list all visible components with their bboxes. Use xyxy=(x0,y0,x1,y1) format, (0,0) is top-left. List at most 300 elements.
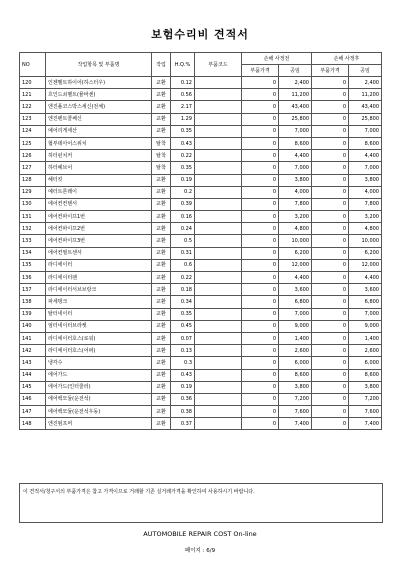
row-before-labor-cell: 7,000 xyxy=(279,162,312,174)
row-work-cell: 교환 xyxy=(152,247,171,259)
table-row xyxy=(20,211,382,223)
row-no-cell: 139 xyxy=(20,308,46,320)
row-no-cell: 146 xyxy=(20,393,46,405)
row-after-labor-cell: 4,400 xyxy=(349,150,382,162)
row-code-cell xyxy=(195,357,242,369)
table-row xyxy=(20,345,382,357)
table-row xyxy=(20,101,382,113)
row-code-cell xyxy=(195,223,242,235)
row-name-cell: 에어가드(인터쿨러) xyxy=(46,381,152,393)
row-before-labor-cell: 7,000 xyxy=(279,125,312,137)
row-before-part-price-cell: 0 xyxy=(242,247,279,259)
row-before-labor-cell: 7,400 xyxy=(279,418,312,430)
row-code-cell xyxy=(195,296,242,308)
row-name-cell: 에어컨파이프2번 xyxy=(46,223,152,235)
estimate-table xyxy=(19,52,382,430)
estimate-table-body xyxy=(20,77,382,430)
row-no-cell: 141 xyxy=(20,332,46,344)
row-after-part-price-cell: 0 xyxy=(312,418,349,430)
row-after-part-price-cell: 0 xyxy=(312,186,349,198)
row-after-labor-cell: 2,600 xyxy=(349,345,382,357)
row-hq-cell: 0.2 xyxy=(171,186,195,198)
row-before-part-price-cell: 0 xyxy=(242,332,279,344)
row-code-cell xyxy=(195,308,242,320)
row-after-part-price-cell: 0 xyxy=(312,393,349,405)
row-after-labor-cell: 6,800 xyxy=(349,296,382,308)
row-before-part-price-cell: 0 xyxy=(242,125,279,137)
row-before-labor-cell: 1,400 xyxy=(279,332,312,344)
row-before-part-price-cell: 0 xyxy=(242,174,279,186)
row-after-part-price-cell: 0 xyxy=(312,320,349,332)
row-hq-cell: 0.12 xyxy=(171,77,195,89)
row-work-cell: 탈착 xyxy=(152,150,171,162)
row-work-cell: 교환 xyxy=(152,259,171,271)
table-row xyxy=(20,174,382,186)
row-before-labor-cell: 7,200 xyxy=(279,393,312,405)
row-name-cell: 에어컨파이프3번 xyxy=(46,235,152,247)
row-name-cell: 예터트론레이 xyxy=(46,186,152,198)
row-before-part-price-cell: 0 xyxy=(242,406,279,418)
row-name-cell: 에어백모듈(운전석) xyxy=(46,393,152,405)
row-before-part-price-cell: 0 xyxy=(242,101,279,113)
row-before-part-price-cell: 0 xyxy=(242,235,279,247)
table-row xyxy=(20,89,382,101)
row-code-cell xyxy=(195,211,242,223)
row-no-cell: 133 xyxy=(20,235,46,247)
row-before-part-price-cell: 0 xyxy=(242,381,279,393)
row-after-labor-cell: 8,600 xyxy=(349,369,382,381)
col-header-before-part-price: 부품가격 xyxy=(242,65,279,77)
row-work-cell: 교환 xyxy=(152,320,171,332)
row-name-cell: 라디에이터팬 xyxy=(46,272,152,284)
row-before-labor-cell: 8,600 xyxy=(279,137,312,149)
table-row xyxy=(20,418,382,430)
row-work-cell: 교환 xyxy=(152,357,171,369)
row-code-cell xyxy=(195,174,242,186)
row-after-part-price-cell: 0 xyxy=(312,406,349,418)
row-after-labor-cell: 43,400 xyxy=(349,101,382,113)
row-name-cell: 흐인드쇠벨트(뮬바센) xyxy=(46,89,152,101)
row-no-cell: 148 xyxy=(20,418,46,430)
row-after-part-price-cell: 0 xyxy=(312,223,349,235)
row-after-part-price-cell: 0 xyxy=(312,77,349,89)
row-before-labor-cell: 7,000 xyxy=(279,308,312,320)
row-name-cell: 에어가드 xyxy=(46,369,152,381)
row-before-part-price-cell: 0 xyxy=(242,369,279,381)
row-no-cell: 137 xyxy=(20,284,46,296)
table-row xyxy=(20,381,382,393)
row-name-cell: 라디에이터 xyxy=(46,259,152,271)
row-no-cell: 130 xyxy=(20,198,46,210)
row-before-part-price-cell: 0 xyxy=(242,272,279,284)
row-work-cell: 교환 xyxy=(152,369,171,381)
row-after-labor-cell: 11,200 xyxy=(349,89,382,101)
row-work-cell: 교환 xyxy=(152,223,171,235)
row-after-labor-cell: 3,200 xyxy=(349,211,382,223)
row-after-labor-cell: 6,000 xyxy=(349,357,382,369)
row-after-labor-cell: 4,400 xyxy=(349,272,382,284)
row-hq-cell: 0.35 xyxy=(171,308,195,320)
table-row xyxy=(20,406,382,418)
row-work-cell: 교환 xyxy=(152,235,171,247)
row-after-labor-cell: 7,200 xyxy=(349,393,382,405)
row-before-labor-cell: 11,200 xyxy=(279,89,312,101)
row-before-part-price-cell: 0 xyxy=(242,393,279,405)
row-before-part-price-cell: 0 xyxy=(242,296,279,308)
row-name-cell: 라디에이터호스(어퍼) xyxy=(46,345,152,357)
row-after-part-price-cell: 0 xyxy=(312,211,349,223)
col-header-hq: H.Q.% xyxy=(171,53,195,77)
row-name-cell: 탈터네이터 xyxy=(46,308,152,320)
row-hq-cell: 0.43 xyxy=(171,369,195,381)
table-row xyxy=(20,284,382,296)
row-after-labor-cell: 1,400 xyxy=(349,332,382,344)
table-row xyxy=(20,223,382,235)
row-after-labor-cell: 12,000 xyxy=(349,259,382,271)
row-after-labor-cell: 8,600 xyxy=(349,137,382,149)
row-hq-cell: 0.19 xyxy=(171,174,195,186)
row-after-labor-cell: 25,800 xyxy=(349,113,382,125)
row-hq-cell: 0.16 xyxy=(171,211,195,223)
row-before-labor-cell: 3,600 xyxy=(279,284,312,296)
row-after-labor-cell: 4,000 xyxy=(349,186,382,198)
row-code-cell xyxy=(195,113,242,125)
row-before-labor-cell: 25,800 xyxy=(279,113,312,125)
row-name-cell: 라디에이터서브브랑크 xyxy=(46,284,152,296)
row-work-cell: 교환 xyxy=(152,308,171,320)
row-hq-cell: 0.19 xyxy=(171,381,195,393)
row-no-cell: 127 xyxy=(20,162,46,174)
row-code-cell xyxy=(195,320,242,332)
row-hq-cell: 0.22 xyxy=(171,150,195,162)
row-hq-cell: 0.22 xyxy=(171,272,195,284)
row-work-cell: 교환 xyxy=(152,418,171,430)
row-before-labor-cell: 7,800 xyxy=(279,198,312,210)
row-code-cell xyxy=(195,137,242,149)
row-hq-cell: 1.29 xyxy=(171,113,195,125)
row-name-cell: 파세탱크 xyxy=(46,296,152,308)
row-no-cell: 123 xyxy=(20,113,46,125)
row-before-part-price-cell: 0 xyxy=(242,89,279,101)
row-after-labor-cell: 3,800 xyxy=(349,381,382,393)
row-after-part-price-cell: 0 xyxy=(312,308,349,320)
row-before-part-price-cell: 0 xyxy=(242,186,279,198)
row-before-labor-cell: 4,800 xyxy=(279,223,312,235)
header-row-1 xyxy=(20,53,382,65)
row-no-cell: 140 xyxy=(20,320,46,332)
row-hq-cell: 0.24 xyxy=(171,223,195,235)
row-hq-cell: 0.45 xyxy=(171,320,195,332)
row-after-labor-cell: 2,400 xyxy=(349,77,382,89)
row-no-cell: 136 xyxy=(20,272,46,284)
table-row xyxy=(20,137,382,149)
row-after-labor-cell: 6,200 xyxy=(349,247,382,259)
row-hq-cell: 0.38 xyxy=(171,406,195,418)
row-after-part-price-cell: 0 xyxy=(312,113,349,125)
row-after-part-price-cell: 0 xyxy=(312,247,349,259)
row-code-cell xyxy=(195,247,242,259)
row-before-part-price-cell: 0 xyxy=(242,211,279,223)
row-no-cell: 143 xyxy=(20,357,46,369)
row-work-cell: 교환 xyxy=(152,406,171,418)
row-before-part-price-cell: 0 xyxy=(242,357,279,369)
row-hq-cell: 0.31 xyxy=(171,247,195,259)
row-no-cell: 131 xyxy=(20,211,46,223)
row-no-cell: 145 xyxy=(20,381,46,393)
row-before-labor-cell: 9,000 xyxy=(279,320,312,332)
row-before-part-price-cell: 0 xyxy=(242,113,279,125)
col-header-work: 작업 xyxy=(152,53,171,77)
table-row xyxy=(20,259,382,271)
row-before-labor-cell: 12,000 xyxy=(279,259,312,271)
row-no-cell: 138 xyxy=(20,296,46,308)
row-after-part-price-cell: 0 xyxy=(312,284,349,296)
row-hq-cell: 0.07 xyxy=(171,332,195,344)
row-code-cell xyxy=(195,150,242,162)
row-before-labor-cell: 3,800 xyxy=(279,174,312,186)
row-after-part-price-cell: 0 xyxy=(312,272,349,284)
row-after-part-price-cell: 0 xyxy=(312,125,349,137)
row-work-cell: 교환 xyxy=(152,332,171,344)
row-work-cell: 교환 xyxy=(152,284,171,296)
table-row xyxy=(20,332,382,344)
row-hq-cell: 0.6 xyxy=(171,259,195,271)
row-code-cell xyxy=(195,125,242,137)
col-header-after-labor: 공임 xyxy=(349,65,382,77)
row-work-cell: 교환 xyxy=(152,77,171,89)
row-no-cell: 132 xyxy=(20,223,46,235)
row-after-labor-cell: 3,600 xyxy=(349,284,382,296)
footer-text: AUTOMOBILE REPAIR COST On-line xyxy=(143,530,257,538)
row-after-part-price-cell: 0 xyxy=(312,357,349,369)
row-before-labor-cell: 4,000 xyxy=(279,186,312,198)
row-after-part-price-cell: 0 xyxy=(312,332,349,344)
row-after-part-price-cell: 0 xyxy=(312,137,349,149)
row-hq-cell: 0.18 xyxy=(171,284,195,296)
row-before-part-price-cell: 0 xyxy=(242,418,279,430)
row-name-cell: 냉각수 xyxy=(46,357,152,369)
row-name-cell: 허터펀치커 xyxy=(46,150,152,162)
row-code-cell xyxy=(195,332,242,344)
row-before-labor-cell: 6,200 xyxy=(279,247,312,259)
row-no-cell: 122 xyxy=(20,101,46,113)
row-before-labor-cell: 4,400 xyxy=(279,150,312,162)
row-after-part-price-cell: 0 xyxy=(312,345,349,357)
row-after-part-price-cell: 0 xyxy=(312,259,349,271)
row-no-cell: 129 xyxy=(20,186,46,198)
row-after-labor-cell: 4,800 xyxy=(349,223,382,235)
row-work-cell: 교환 xyxy=(152,198,171,210)
row-hq-cell: 2.17 xyxy=(171,101,195,113)
col-header-no: NO xyxy=(20,53,46,77)
row-after-part-price-cell: 0 xyxy=(312,296,349,308)
row-hq-cell: 0.37 xyxy=(171,418,195,430)
row-hq-cell: 0.35 xyxy=(171,125,195,137)
row-name-cell: 헤터킷 xyxy=(46,174,152,186)
table-row xyxy=(20,198,382,210)
row-name-cell: 에어컨파이프1번 xyxy=(46,211,152,223)
table-row xyxy=(20,77,382,89)
row-code-cell xyxy=(195,259,242,271)
row-after-labor-cell: 7,600 xyxy=(349,406,382,418)
row-before-part-price-cell: 0 xyxy=(242,223,279,235)
row-before-labor-cell: 10,000 xyxy=(279,235,312,247)
table-row xyxy=(20,357,382,369)
row-before-part-price-cell: 0 xyxy=(242,162,279,174)
row-before-labor-cell: 43,400 xyxy=(279,101,312,113)
row-before-part-price-cell: 0 xyxy=(242,320,279,332)
row-name-cell: 엔진폴코스박스세신(전체) xyxy=(46,101,152,113)
row-no-cell: 125 xyxy=(20,137,46,149)
col-header-before-labor: 공임 xyxy=(279,65,312,77)
table-row xyxy=(20,393,382,405)
row-after-labor-cell: 7,400 xyxy=(349,418,382,430)
row-no-cell: 135 xyxy=(20,259,46,271)
row-after-part-price-cell: 0 xyxy=(312,101,349,113)
row-work-cell: 교환 xyxy=(152,186,171,198)
row-name-cell: 하터헤브어 xyxy=(46,162,152,174)
col-header-before-group: 손해 사정전 xyxy=(242,53,312,65)
row-before-part-price-cell: 0 xyxy=(242,77,279,89)
row-work-cell: 교환 xyxy=(152,113,171,125)
row-before-labor-cell: 2,400 xyxy=(279,77,312,89)
row-code-cell xyxy=(195,272,242,284)
row-work-cell: 교환 xyxy=(152,296,171,308)
document-title: 보험수리비 견적서 xyxy=(151,28,249,41)
row-after-labor-cell: 7,000 xyxy=(349,308,382,320)
row-no-cell: 121 xyxy=(20,89,46,101)
row-after-part-price-cell: 0 xyxy=(312,369,349,381)
row-no-cell: 128 xyxy=(20,174,46,186)
row-work-cell: 교환 xyxy=(152,211,171,223)
row-code-cell xyxy=(195,186,242,198)
row-before-labor-cell: 3,200 xyxy=(279,211,312,223)
row-no-cell: 120 xyxy=(20,77,46,89)
row-after-part-price-cell: 0 xyxy=(312,162,349,174)
row-code-cell xyxy=(195,235,242,247)
row-before-labor-cell: 8,600 xyxy=(279,369,312,381)
row-work-cell: 교환 xyxy=(152,125,171,137)
row-code-cell xyxy=(195,406,242,418)
row-before-part-price-cell: 0 xyxy=(242,284,279,296)
row-work-cell: 교환 xyxy=(152,174,171,186)
row-name-cell: 엄터네이터브라켓 xyxy=(46,320,152,332)
row-work-cell: 교환 xyxy=(152,101,171,113)
row-work-cell: 교환 xyxy=(152,345,171,357)
row-work-cell: 탈착 xyxy=(152,137,171,149)
row-no-cell: 142 xyxy=(20,345,46,357)
row-hq-cell: 0.56 xyxy=(171,89,195,101)
row-hq-cell: 0.35 xyxy=(171,162,195,174)
row-work-cell: 교환 xyxy=(152,393,171,405)
row-no-cell: 147 xyxy=(20,406,46,418)
row-hq-cell: 0.34 xyxy=(171,296,195,308)
table-row xyxy=(20,125,382,137)
row-work-cell: 교환 xyxy=(152,272,171,284)
table-row xyxy=(20,272,382,284)
table-row xyxy=(20,150,382,162)
table-row xyxy=(20,308,382,320)
row-name-cell: 에어컨컨텐서 xyxy=(46,198,152,210)
row-work-cell: 교환 xyxy=(152,89,171,101)
row-after-labor-cell: 7,000 xyxy=(349,125,382,137)
table-row xyxy=(20,296,382,308)
row-work-cell: 탈착 xyxy=(152,162,171,174)
row-no-cell: 134 xyxy=(20,247,46,259)
row-before-part-price-cell: 0 xyxy=(242,345,279,357)
row-before-labor-cell: 6,800 xyxy=(279,296,312,308)
row-after-labor-cell: 10,000 xyxy=(349,235,382,247)
row-code-cell xyxy=(195,345,242,357)
row-name-cell: 협부데아어스위치 xyxy=(46,137,152,149)
row-hq-cell: 0.3 xyxy=(171,357,195,369)
row-hq-cell: 0.43 xyxy=(171,137,195,149)
row-code-cell xyxy=(195,381,242,393)
row-name-cell: 에어컨필트센서 xyxy=(46,247,152,259)
row-name-cell: 예어리게세산 xyxy=(46,125,152,137)
row-code-cell xyxy=(195,198,242,210)
row-before-labor-cell: 7,600 xyxy=(279,406,312,418)
row-code-cell xyxy=(195,284,242,296)
row-before-labor-cell: 3,800 xyxy=(279,381,312,393)
table-row xyxy=(20,247,382,259)
row-before-part-price-cell: 0 xyxy=(242,259,279,271)
row-hq-cell: 0.5 xyxy=(171,235,195,247)
table-row xyxy=(20,186,382,198)
row-after-labor-cell: 3,800 xyxy=(349,174,382,186)
row-code-cell xyxy=(195,418,242,430)
row-after-part-price-cell: 0 xyxy=(312,89,349,101)
table-row xyxy=(20,113,382,125)
notice-box: 이 견적서/청구서의 부품가격은 참고 가격이므로 거래할 기존 실거래가격을 확인하여 사용하시기 바랍니다. xyxy=(19,483,383,523)
row-after-part-price-cell: 0 xyxy=(312,381,349,393)
row-work-cell: 교환 xyxy=(152,381,171,393)
row-after-labor-cell: 7,800 xyxy=(349,198,382,210)
row-name-cell: 인젠벨트하이어(하스터우) xyxy=(46,77,152,89)
row-no-cell: 126 xyxy=(20,150,46,162)
row-name-cell: 엔진펌프머 xyxy=(46,418,152,430)
row-after-labor-cell: 9,000 xyxy=(349,320,382,332)
row-hq-cell: 0.39 xyxy=(171,198,195,210)
row-code-cell xyxy=(195,369,242,381)
col-header-name: 작업항목 및 부품명 xyxy=(46,53,152,77)
row-before-part-price-cell: 0 xyxy=(242,150,279,162)
row-before-part-price-cell: 0 xyxy=(242,198,279,210)
row-code-cell xyxy=(195,101,242,113)
row-after-part-price-cell: 0 xyxy=(312,150,349,162)
row-after-part-price-cell: 0 xyxy=(312,198,349,210)
row-name-cell: 엔진펜트쿨쎄신 xyxy=(46,113,152,125)
row-after-part-price-cell: 0 xyxy=(312,235,349,247)
row-code-cell xyxy=(195,393,242,405)
row-before-labor-cell: 2,600 xyxy=(279,345,312,357)
table-row xyxy=(20,162,382,174)
row-no-cell: 144 xyxy=(20,369,46,381)
page-number: 페이지 : 6/9 xyxy=(184,548,216,554)
row-hq-cell: 0.36 xyxy=(171,393,195,405)
row-name-cell: 에어백모듈(운전석우동) xyxy=(46,406,152,418)
table-row xyxy=(20,235,382,247)
row-before-labor-cell: 6,000 xyxy=(279,357,312,369)
row-before-part-price-cell: 0 xyxy=(242,308,279,320)
row-hq-cell: 0.13 xyxy=(171,345,195,357)
row-no-cell: 124 xyxy=(20,125,46,137)
row-after-labor-cell: 7,000 xyxy=(349,162,382,174)
row-code-cell xyxy=(195,162,242,174)
col-header-after-group: 손해 사정후 xyxy=(312,53,382,65)
table-row xyxy=(20,369,382,381)
row-code-cell xyxy=(195,77,242,89)
